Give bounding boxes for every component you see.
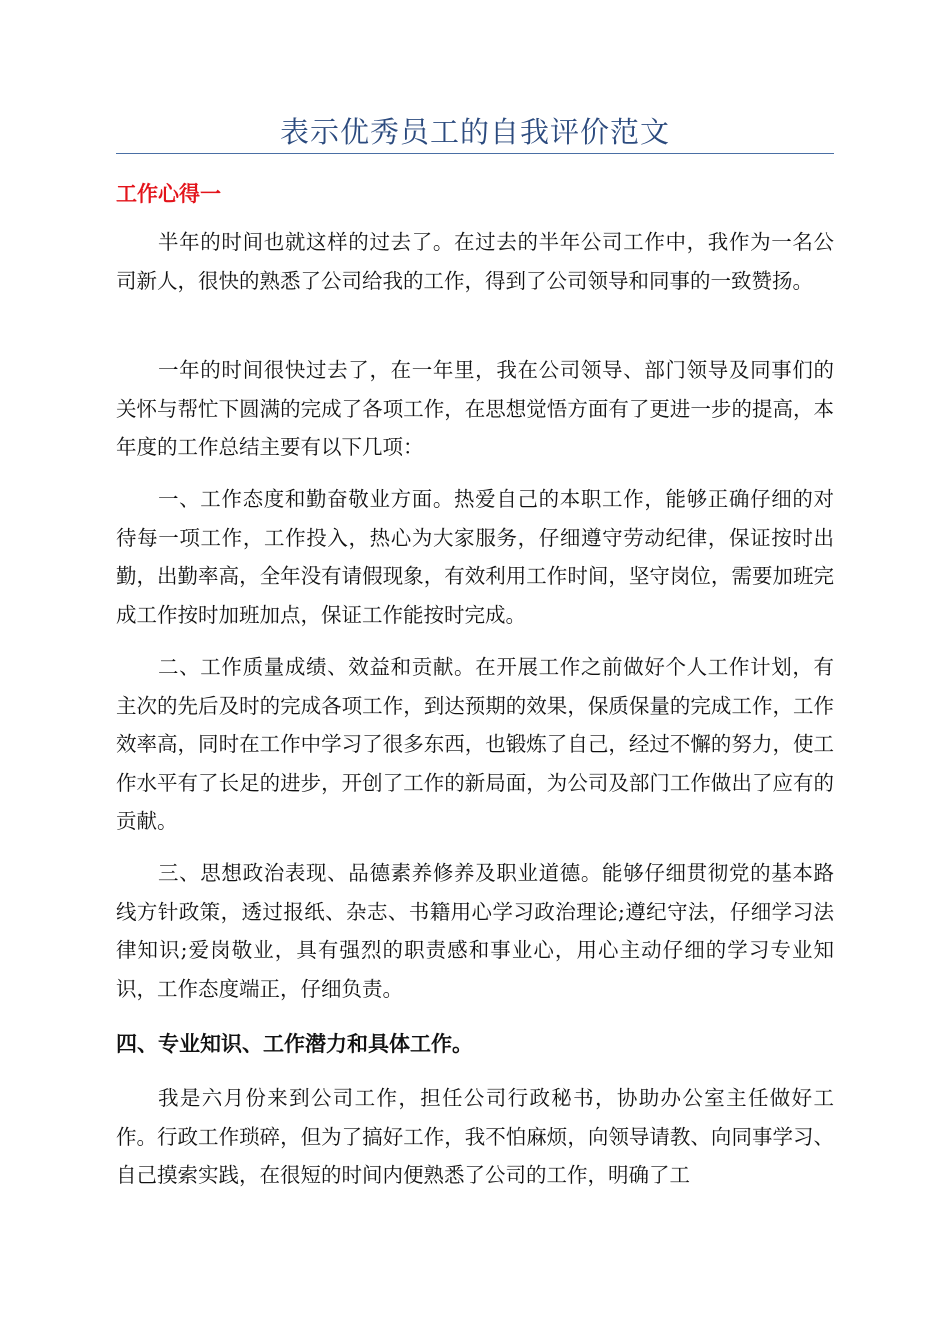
title-underline bbox=[116, 153, 834, 154]
paragraph-5: 三、思想政治表现、品德素养修养及职业道德。能够仔细贯彻党的基本路线方针政策，透过报纸、杂志、书籍用心学习政治理论;遵纪守法，仔细学习法律知识;爱岗敬业，具有强烈的职责感和事业心，用心主动仔细的学习专业知识，工作态度端正，仔细负责。 bbox=[116, 861, 834, 1001]
section-heading-professional-knowledge: 四、专业知识、工作潜力和具体工作。 bbox=[116, 1032, 473, 1056]
paragraph-3: 一、工作态度和勤奋敬业方面。热爱自己的本职工作，能够正确仔细的对待每一项工作，工作投入，热心为大家服务，仔细遵守劳动纪律，保证按时出勤，出勤率高，全年没有请假现象，有效利用工作时间，坚守岗位，需要加班完成工作按时加班加点，保证工作能按时完成。 bbox=[116, 487, 834, 627]
paragraph-4: 二、工作质量成绩、效益和贡献。在开展工作之前做好个人工作计划，有主次的先后及时的完成各项工作，到达预期的效果，保质保量的完成工作，工作效率高，同时在工作中学习了很多东西，也锻炼了自己，经过不懈的努力，使工作水平有了长足的进步，开创了工作的新局面，为公司及部门工作做出了应有的贡献。 bbox=[116, 655, 834, 833]
paragraph-6: 我是六月份来到公司工作，担任公司行政秘书，协助办公室主任做好工作。行政工作琐碎，但为了搞好工作，我不怕麻烦，向领导请教、向同事学习、自己摸索实践，在很短的时间内便熟悉了公司的工作，明确了工 bbox=[116, 1086, 834, 1187]
paragraph-2: 一年的时间很快过去了，在一年里，我在公司领导、部门领导及同事们的关怀与帮忙下圆满的完成了各项工作，在思想觉悟方面有了更进一步的提高，本年度的工作总结主要有以下几项： bbox=[116, 358, 834, 459]
document-title: 表示优秀员工的自我评价范文 bbox=[279, 115, 670, 149]
paragraph-1: 半年的时间也就这样的过去了。在过去的半年公司工作中，我作为一名公司新人，很快的熟悉了公司给我的工作，得到了公司领导和同事的一致赞扬。 bbox=[116, 230, 834, 293]
section-heading-work-insights: 工作心得一 bbox=[116, 182, 221, 206]
